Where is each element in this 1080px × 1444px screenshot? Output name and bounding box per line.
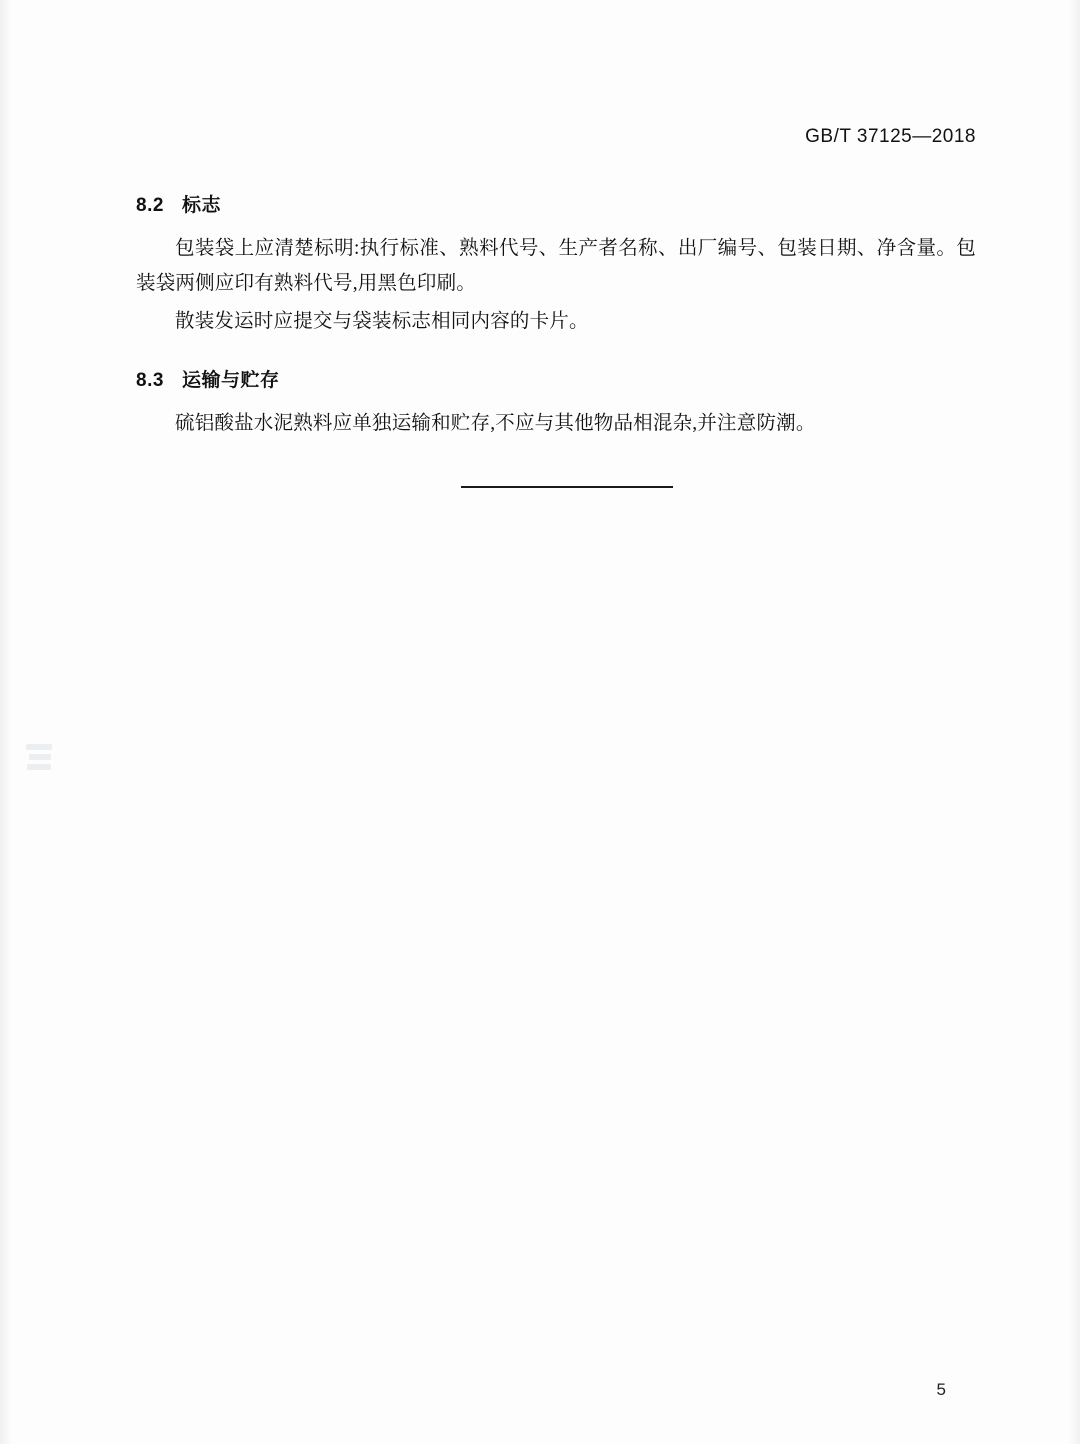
page-number: 5 [936, 1380, 946, 1399]
clause-heading-8-2 [136, 190, 976, 217]
paragraph-8-2-2: 散装发运时应提交与袋装标志相同内容的卡片。 [175, 310, 589, 332]
page-header-standard-code: GB/T 37125—2018 [805, 126, 976, 147]
end-of-document-rule-wrapper [136, 486, 976, 488]
scan-artifact-icon [26, 744, 52, 772]
clause-number-8-2: 8.2 [136, 195, 164, 216]
clause-heading-8-3 [136, 365, 976, 392]
clause-title-8-3: 运输与贮存 [182, 370, 280, 392]
clause-title-8-2: 标志 [182, 195, 222, 216]
document-body [136, 190, 976, 488]
end-of-document-rule [461, 486, 673, 488]
paragraph-8-3-1: 硫铝酸盐水泥熟料应单独运输和贮存,不应与其他物品相混杂,并注意防潮。 [175, 413, 816, 435]
clause-number-8-3: 8.3 [136, 370, 164, 392]
paragraph-8-2-1: 包装袋上应清楚标明:执行标准、熟料代号、生产者名称、出厂编号、包装日期、净含量。包装袋两侧应印有熟料代号,用黑色印刷。 [136, 238, 976, 295]
